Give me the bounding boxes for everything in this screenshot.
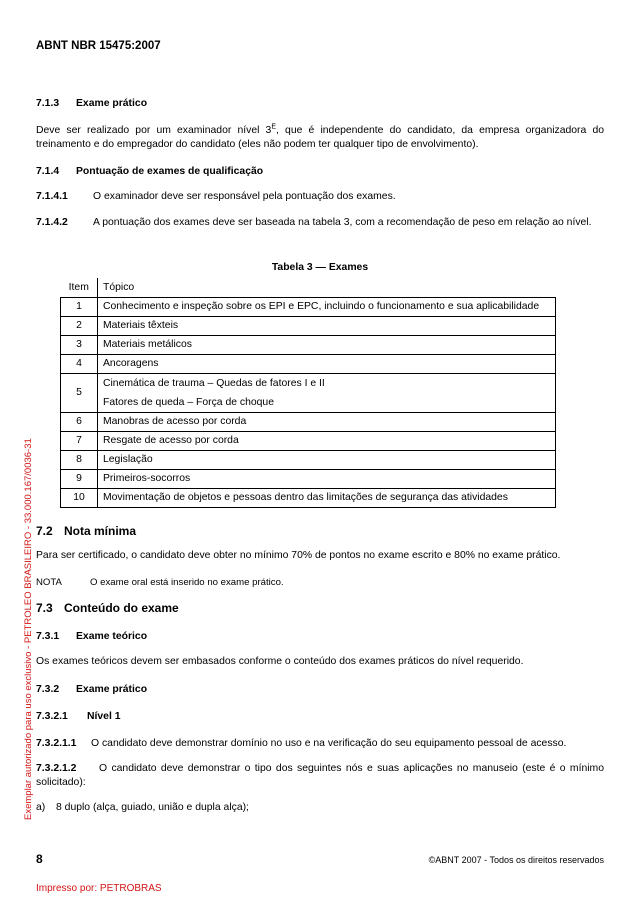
note [36,576,604,590]
document-header: ABNT NBR 15475:2007 [36,40,161,52]
item-cell: 9 [61,469,98,488]
exams-table [60,278,556,508]
table-row [61,450,556,469]
topic-line: Fatores de queda – Força de choque [103,396,274,408]
section-7-3-1-heading [36,630,604,644]
section-7-2 [36,524,604,563]
paragraph-text: , que é independente do candidato, da empresa organizadora do treinamento e do empregador do candidato (eles não podem ter qualquer tipo de envolvimento). [36,125,604,150]
item-cell: 6 [61,412,98,431]
section-number: 7.3 [36,601,53,615]
list-text: 8 duplo (alça, guiado, união e dupla alça); [56,802,249,813]
section-paragraph [36,216,604,230]
section-7-3 [36,601,604,615]
section-title: Nível 1 [87,711,121,722]
table-row [61,412,556,431]
section-heading [36,524,604,538]
section-heading [36,683,604,697]
topic-cell: Legislação [98,450,556,469]
list-item [36,801,604,815]
section-number: 7.1.3 [36,98,60,109]
table-row [61,488,556,507]
section-7-1-3 [36,97,604,152]
section-title: Exame teórico [76,631,148,642]
section-number: 7.3.2.1.2 [36,763,77,774]
section-heading [36,710,604,724]
section-title: Exame prático [76,98,148,109]
item-cell: 5 [61,373,98,412]
section-paragraph: Os exames teóricos devem ser embasados conforme o conteúdo dos exames práticos do nível requerido. [36,656,524,667]
table-row [61,469,556,488]
section-number: 7.3.2 [36,684,60,695]
table-row [61,354,556,373]
section-title: Conteúdo do exame [64,601,179,615]
table-row [61,297,556,316]
item-cell: 8 [61,450,98,469]
section-number: 7.2 [36,524,53,538]
paragraph-text: O candidato deve demonstrar o tipo dos seguintes nós e suas aplicações no manuseio (este é o mínimo solicitado): [36,763,604,788]
section-number: 7.3.2.1.1 [36,738,77,749]
item-cell: 4 [61,354,98,373]
section-number: 7.1.4.1 [36,191,68,202]
section-paragraph: Para ser certificado, o candidato deve obter no mínimo 70% de pontos no exame escrito e 80% no exame prático. [36,550,561,561]
section-number: 7.1.4.2 [36,217,68,228]
topic-cell: Resgate de acesso por corda [98,431,556,450]
table-row [61,316,556,335]
topic-cell: Movimentação de objetos e pessoas dentro das limitações de segurança das atividades [98,488,556,507]
section-7-1-4 [36,165,604,179]
print-notice: Impresso por: PETROBRAS [36,883,162,894]
section-7-3-1-paragraph [36,655,604,669]
section-number: 7.3.2.1 [36,711,68,722]
section-7-3-2 [36,683,604,697]
section-paragraph [36,737,604,751]
paragraph-text: O candidato deve demonstrar domínio no uso e na verificação do seu equipamento pessoal de acesso. [91,738,567,749]
paragraph-text: Deve ser realizado por um examinador nível 3 [36,125,272,136]
section-7-1-4-2 [36,216,604,230]
section-heading [36,630,604,644]
section-number: 7.1.4 [36,166,60,177]
topic-cell: Materiais metálicos [98,335,556,354]
item-cell: 1 [61,297,98,316]
table-row [61,335,556,354]
section-7-1-4-1 [36,190,604,204]
page-number: 8 [36,852,43,866]
item-cell: 2 [61,316,98,335]
item-cell: 7 [61,431,98,450]
paragraph-text: A pontuação dos exames deve ser baseada na tabela 3, com a recomendação de peso em relação ao nível. [93,217,592,228]
section-7-3-2-1-1 [36,737,604,751]
table-title: Tabela 3 — Exames [271,262,369,273]
section-heading [36,97,604,111]
topic-line: Cinemática de trauma – Quedas de fatores I e II [103,377,325,389]
header-topic: Tópico [98,278,556,297]
section-title: Nota mínima [64,524,137,538]
item-cell: 3 [61,335,98,354]
table-row [61,373,556,412]
note-label: NOTA [36,577,62,588]
table-row [61,431,556,450]
topic-cell: Materiais têxteis [98,316,556,335]
section-heading [36,165,604,179]
topic-cell: Manobras de acesso por corda [98,412,556,431]
section-paragraph [36,124,604,152]
section-title: Exame prático [76,684,148,695]
section-number: 7.3.1 [36,631,60,642]
topic-cell [98,373,556,412]
topic-cell: Primeiros-socorros [98,469,556,488]
paragraph-text: O examinador deve ser responsável pela pontuação dos exames. [93,191,396,202]
section-heading [36,601,604,615]
note-text: O exame oral está inserido no exame prático. [90,577,284,588]
section-7-3-2-1-2 [36,762,604,790]
section-title: Pontuação de exames de qualificação [76,166,264,177]
topic-cell: Ancoragens [98,354,556,373]
table-header-row [61,278,556,297]
section-paragraph [36,190,604,204]
section-7-3-2-1 [36,710,604,724]
topic-cell: Conhecimento e inspeção sobre os EPI e EPC, incluindo o funcionamento e sua aplicabilidade [98,297,556,316]
copyright-notice: ©ABNT 2007 - Todos os direitos reservados [428,855,604,865]
section-paragraph [36,762,604,790]
list-label: a) [36,802,46,813]
license-watermark: Exemplar autorizado para uso exclusivo - PETROLEO BRASILEIRO - 33.000.167/0036-31 [23,438,34,820]
superscript: E [271,123,277,131]
item-cell: 10 [61,488,98,507]
header-item: Item [61,278,98,297]
